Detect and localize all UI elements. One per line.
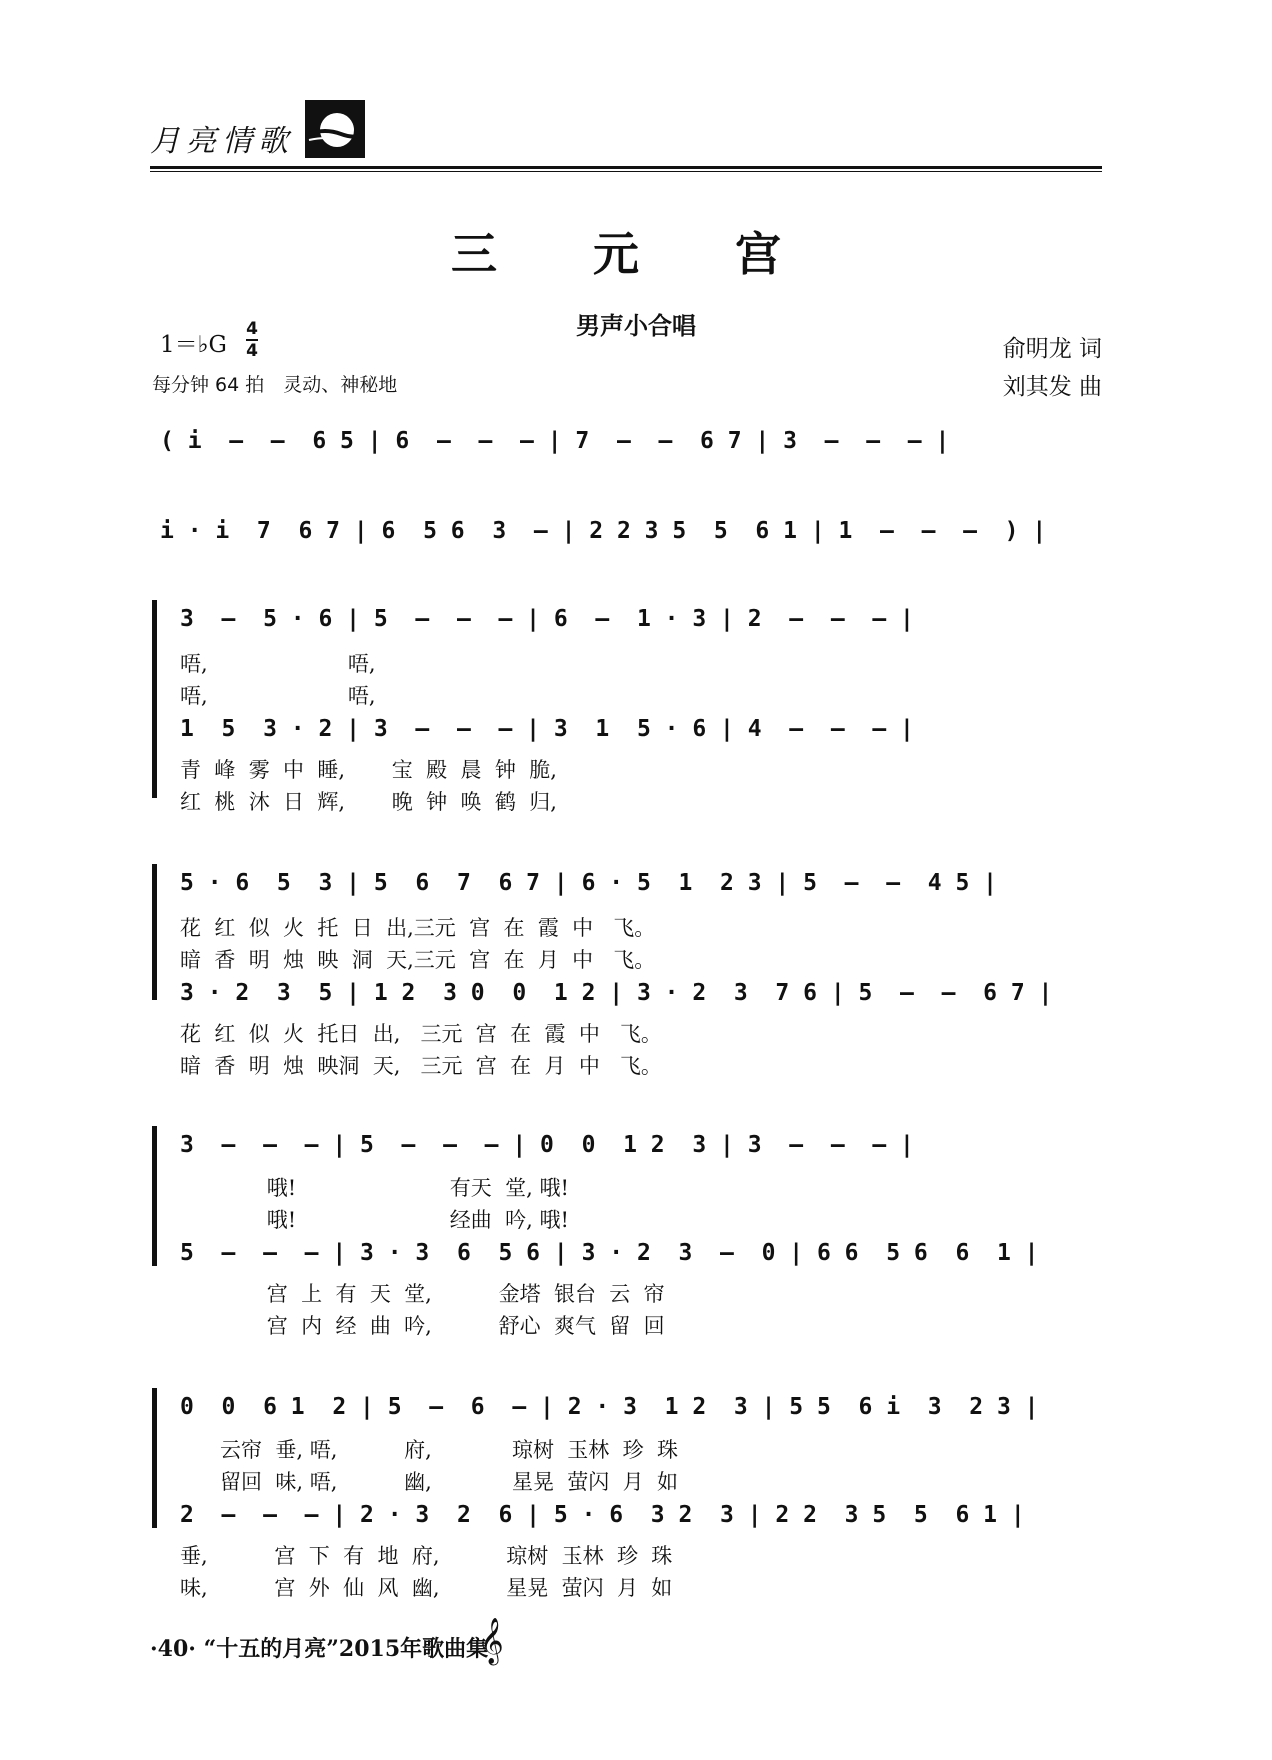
system1-lower-lyric-2: 红 桃 沐 日 辉, 晚 钟 唤 鹤 归, bbox=[180, 790, 557, 814]
system3-lower-lyric-2: 宫 内 经 曲 吟, 舒心 爽气 留 回 bbox=[180, 1314, 665, 1338]
system3-upper-notes: 3 – – – | 5 – – – | 0 0 1 2 3 | 3 – – – | bbox=[180, 1132, 914, 1158]
treble-clef-icon: 𝄞 bbox=[480, 1618, 504, 1664]
system4-lower-lyric-1: 垂, 宫 下 有 地 府, 琼树 玉林 珍 珠 bbox=[180, 1544, 673, 1568]
system3-upper-lyric-1: 哦! 有天 堂, 哦! bbox=[180, 1176, 569, 1200]
system3-upper bbox=[150, 1132, 1102, 1174]
system2-lower bbox=[150, 980, 1102, 1022]
header-rule-thin bbox=[150, 171, 1102, 172]
system1-lower-lyric-1: 青 峰 雾 中 睡, 宝 殿 晨 钟 脆, bbox=[180, 758, 557, 782]
intro-notes-2: i · i 7 6 7 | 6 5 6 3 – | 2 2 3 5 5 6 1 | 1 – – – ) | bbox=[160, 518, 1047, 544]
system4-lower bbox=[150, 1502, 1102, 1544]
system3-lower bbox=[150, 1240, 1102, 1282]
intro-line-2 bbox=[150, 518, 1102, 560]
time-signature-top: 4 bbox=[246, 319, 258, 339]
key-signature: 1＝♭G bbox=[160, 332, 227, 358]
system3-upper-lyric-2: 哦! 经曲 吟, 哦! bbox=[180, 1208, 569, 1232]
system3-lower-notes: 5 – – – | 3 · 3 6 5 6 | 3 · 2 3 – 0 | 6 6 5 6 6 1 | bbox=[180, 1240, 1039, 1266]
system4-upper-lyric-2: 留回 味, 唔, 幽, 星晃 萤闪 月 如 bbox=[180, 1470, 679, 1494]
system4-upper bbox=[150, 1394, 1102, 1436]
system2-lower-lyric-1: 花 红 似 火 托日 出, 三元 宫 在 霞 中 飞。 bbox=[180, 1022, 662, 1046]
system1-upper-lyric-1: 唔, 唔, bbox=[180, 652, 376, 676]
tempo-marking: 每分钟 64 拍 灵动、神秘地 bbox=[152, 374, 398, 396]
time-signature-bottom: 4 bbox=[246, 341, 258, 361]
system2-lower-lyric-2: 暗 香 明 烛 映洞 天, 三元 宫 在 月 中 飞。 bbox=[180, 1054, 662, 1078]
book-title: “十五的月亮”2015年歌曲集 bbox=[203, 1636, 489, 1662]
brand-logo-text: 月亮情歌 bbox=[150, 124, 294, 159]
system4-upper-lyric-1: 云帘 垂, 唔, 府, 琼树 玉林 珍 珠 bbox=[180, 1438, 679, 1462]
system2-lower-notes: 3 · 2 3 5 | 1 2 3 0 0 1 2 | 3 · 2 3 7 6 | 5 – – 6 7 | bbox=[180, 980, 1053, 1006]
system2-upper-lyric-2: 暗 香 明 烛 映 洞 天,三元 宫 在 月 中 飞。 bbox=[180, 948, 656, 972]
system1-upper-lyric-2: 唔, 唔, bbox=[180, 684, 376, 708]
song-title: 三 元 宫 bbox=[450, 227, 822, 281]
composer-credit: 刘其发 曲 bbox=[1002, 374, 1102, 400]
intro-notes-1: ( i – – 6 5 | 6 – – – | 7 – – 6 7 | 3 – – – | bbox=[160, 428, 950, 454]
system1-lower-notes: 1 5 3 · 2 | 3 – – – | 3 1 5 · 6 | 4 – – – | bbox=[180, 716, 914, 742]
system2-upper-lyric-1: 花 红 似 火 托 日 出,三元 宫 在 霞 中 飞。 bbox=[180, 916, 656, 940]
system1-upper-notes: 3 – 5 · 6 | 5 – – – | 6 – 1 · 3 | 2 – – – | bbox=[180, 606, 914, 632]
system2-upper-notes: 5 · 6 5 3 | 5 6 7 6 7 | 6 · 5 1 2 3 | 5 – – 4 5 | bbox=[180, 870, 997, 896]
system3-lower-lyric-1: 宫 上 有 天 堂, 金塔 银台 云 帘 bbox=[180, 1282, 665, 1306]
song-subtitle: 男声小合唱 bbox=[576, 312, 696, 340]
page-footer bbox=[150, 1632, 488, 1663]
lyricist-credit: 俞明龙 词 bbox=[1002, 336, 1102, 362]
system2-upper bbox=[150, 870, 1102, 912]
moon-logo-icon bbox=[305, 100, 365, 158]
intro-line-1 bbox=[150, 428, 1102, 470]
system1-upper bbox=[150, 606, 1102, 648]
system4-upper-notes: 0 0 6 1 2 | 5 – 6 – | 2 · 3 1 2 3 | 5 5 6 i 3 2 3 | bbox=[180, 1394, 1039, 1420]
system1-lower bbox=[150, 716, 1102, 758]
system4-lower-notes: 2 – – – | 2 · 3 2 6 | 5 · 6 3 2 3 | 2 2 3 5 5 6 1 | bbox=[180, 1502, 1025, 1528]
page-number: ·40· bbox=[150, 1636, 196, 1662]
header-rule bbox=[150, 166, 1102, 169]
time-signature bbox=[246, 320, 258, 360]
system4-lower-lyric-2: 味, 宫 外 仙 风 幽, 星晃 萤闪 月 如 bbox=[180, 1576, 673, 1600]
